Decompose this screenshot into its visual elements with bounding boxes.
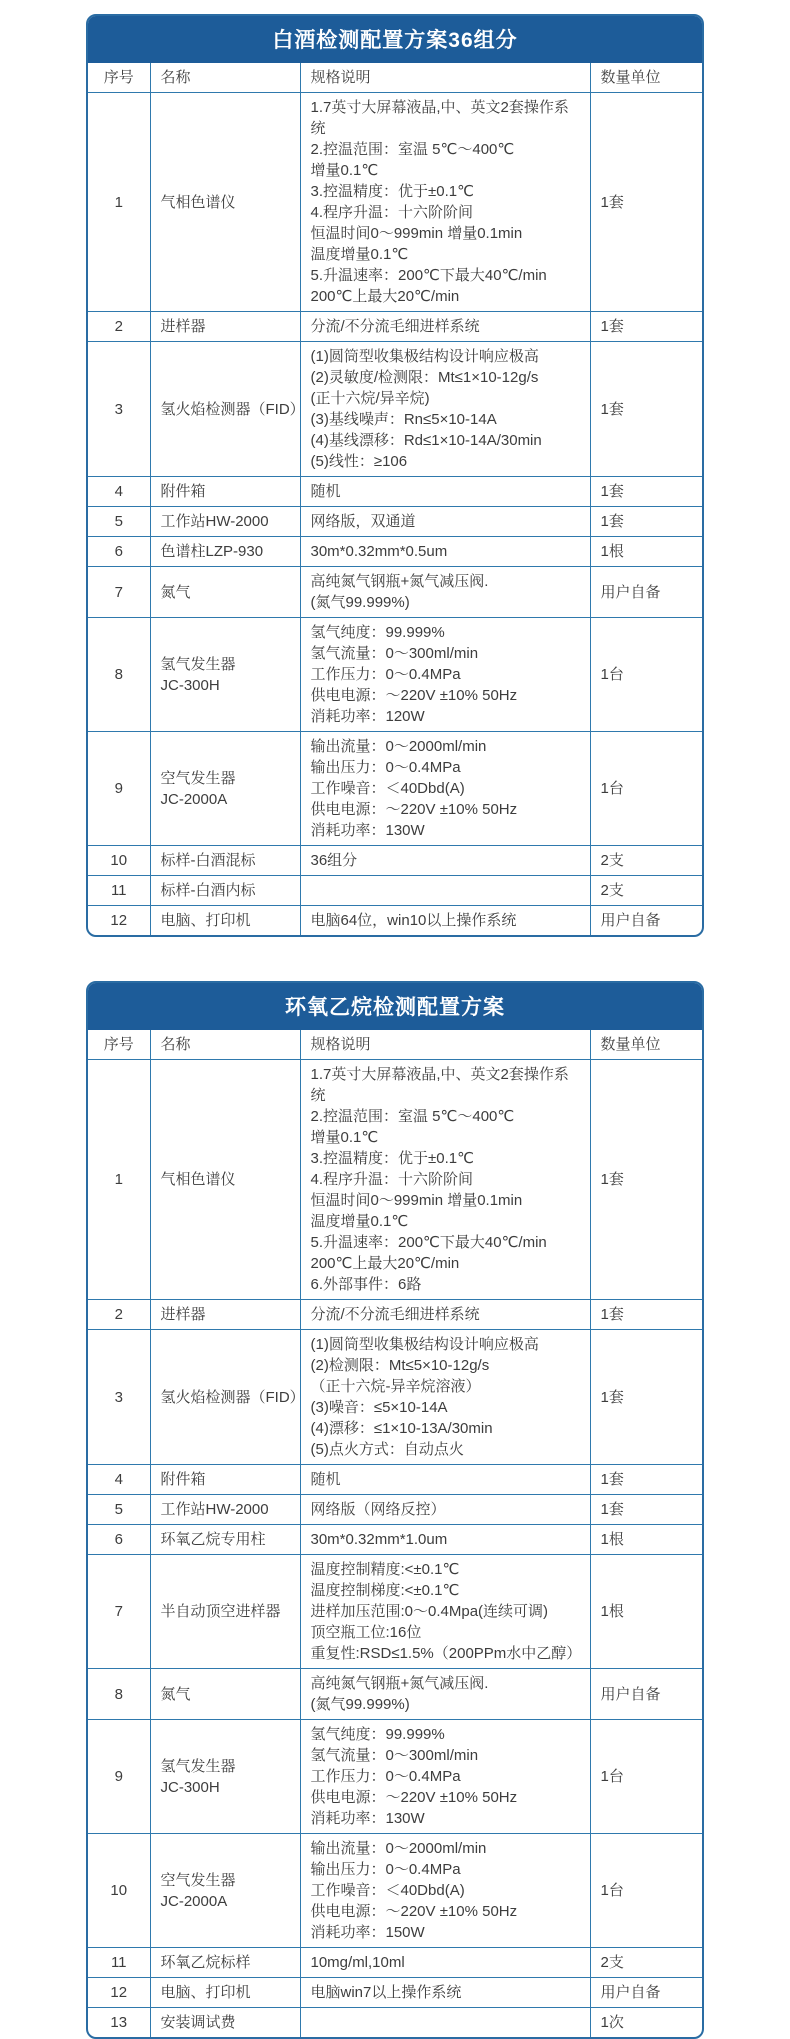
item-name-cell: [150, 1060, 300, 1300]
cell-text: 半自动顶空进样器: [160, 1603, 281, 1620]
spec-line: 氢气纯度：99.999%: [310, 1726, 445, 1743]
cell-text: 2支: [600, 882, 624, 899]
cell-text: 1根: [600, 543, 624, 560]
spec-description-cell: [300, 1525, 590, 1555]
cell-text: 环氧乙烷专用柱: [160, 1531, 266, 1548]
spec-description-cell: [300, 93, 590, 312]
spec-description-cell: [300, 1669, 590, 1720]
spec-line: (1)圆筒型收集极结构设计响应极高: [310, 1336, 539, 1353]
cell-text: 1套: [600, 1306, 624, 1323]
row-number-cell: [88, 906, 150, 936]
spec-line: 供电电源：～220V ±10% 50Hz: [310, 687, 518, 704]
spec-line: 网络版，双通道: [310, 513, 416, 530]
table-row: [88, 732, 702, 846]
spec-line: 3.控温精度：优于±0.1℃: [310, 1150, 474, 1167]
row-number-cell: [88, 876, 150, 906]
spec-line: 6.外部事件：6路: [310, 1276, 422, 1293]
cell-text: 电脑、打印机: [160, 1984, 251, 2001]
cell-text: 用户自备: [600, 1984, 661, 2001]
spec-line: 温度控制精度:<±0.1℃: [310, 1561, 460, 1578]
spec-line: 随机: [310, 1471, 341, 1488]
cell-text: 2支: [600, 852, 624, 869]
row-number-cell: [88, 1669, 150, 1720]
spec-description-cell: [300, 567, 590, 618]
item-name-cell: [150, 1465, 300, 1495]
column-header-2: 名称: [150, 63, 300, 93]
cell-text: 13: [110, 2014, 128, 2031]
table-row: [88, 537, 702, 567]
row-number-cell: [88, 1060, 150, 1300]
cell-text: 1套: [600, 1501, 624, 1518]
table-row: [88, 93, 702, 312]
table-row: [88, 1330, 702, 1465]
quantity-cell: [590, 1060, 702, 1300]
quantity-cell: [590, 618, 702, 732]
spec-description-cell: [300, 1948, 590, 1978]
spec-line: 36组分: [310, 852, 358, 869]
spec-description-cell: [300, 312, 590, 342]
item-name-cell: [150, 618, 300, 732]
spec-line: 4.程序升温：十六阶阶间: [310, 1171, 474, 1188]
spec-line: 消耗功率：120W: [310, 708, 425, 725]
spec-description-cell: [300, 477, 590, 507]
row-number-cell: [88, 537, 150, 567]
item-name-cell: [150, 1495, 300, 1525]
item-name-cell: [150, 1948, 300, 1978]
table-row: [88, 342, 702, 477]
cell-text: 6: [114, 1531, 123, 1548]
spec-description-cell: [300, 1555, 590, 1669]
row-number-cell: [88, 1465, 150, 1495]
spec-description-cell: [300, 1060, 590, 1300]
column-header-row: [88, 63, 702, 93]
table-row: [88, 2008, 702, 2038]
spec-description-cell: [300, 618, 590, 732]
column-header-4: 数量单位: [590, 1030, 702, 1060]
cell-text: 3: [114, 1388, 123, 1406]
quantity-cell: [590, 1495, 702, 1525]
cell-text: 2: [114, 318, 123, 335]
cell-text: 4: [114, 1471, 123, 1488]
cell-text: JC-2000A: [160, 1892, 228, 1910]
row-number-cell: [88, 2008, 150, 2038]
spec-line: 温度增量0.1℃: [310, 246, 409, 263]
cell-text: 1套: [600, 1171, 624, 1188]
cell-text: 9: [114, 1768, 123, 1785]
cell-text: JC-300H: [160, 1778, 220, 1796]
quantity-cell: [590, 2008, 702, 2038]
item-name-cell: [150, 1330, 305, 1465]
table-row: [88, 618, 702, 732]
table-row: [88, 1948, 702, 1978]
cell-text: 空气发生器: [160, 1871, 236, 1889]
quantity-cell: [590, 1834, 702, 1948]
spec-line: 增量0.1℃: [310, 162, 379, 179]
item-name-cell: [150, 1525, 300, 1555]
cell-text: 1套: [600, 1471, 624, 1488]
cell-text: 8: [114, 666, 123, 683]
cell-text: 11: [110, 882, 127, 899]
row-number-cell: [88, 1834, 150, 1948]
row-number-cell: [88, 93, 150, 312]
item-name-cell: [150, 1720, 300, 1834]
table-row: [88, 1495, 702, 1525]
spec-line: （正十六烷-异辛烷溶液）: [310, 1378, 481, 1395]
spec-table: [88, 63, 702, 935]
table-row: [88, 1300, 702, 1330]
cell-text: 安装调试费: [160, 2014, 236, 2031]
cell-text: 6: [114, 543, 123, 560]
spec-line: 输出压力：0～0.4MPa: [310, 1861, 461, 1878]
spec-line: 恒温时间0～999min 增量0.1min: [310, 225, 523, 242]
table-row: [88, 477, 702, 507]
config-table-baijiu: [86, 14, 704, 937]
spec-line: 进样加压范围:0～0.4Mpa(连续可调): [310, 1603, 549, 1620]
spec-table: [88, 1030, 702, 2037]
cell-text: 氢火焰检测器（FID）: [160, 1388, 305, 1406]
cell-text: 气相色谱仪: [160, 1171, 236, 1188]
spec-line: 200℃上最大20℃/min: [310, 288, 460, 305]
cell-text: 10: [110, 1882, 128, 1899]
row-number-cell: [88, 1330, 150, 1465]
cell-text: 进样器: [160, 318, 206, 335]
table-row: [88, 1720, 702, 1834]
item-name-cell: [150, 537, 300, 567]
spec-description-cell: [300, 1330, 590, 1465]
spec-description-cell: [300, 1978, 590, 2008]
cell-text: 10: [110, 852, 128, 869]
cell-text: 7: [114, 583, 123, 601]
row-number-cell: [88, 477, 150, 507]
row-number-cell: [88, 1948, 150, 1978]
spec-line: 温度控制梯度:<±0.1℃: [310, 1582, 460, 1599]
row-number-cell: [88, 567, 150, 618]
table-row: [88, 1060, 702, 1300]
spec-description-cell: [300, 2008, 590, 2038]
cell-text: 1套: [600, 400, 624, 418]
spec-line: 供电电源：～220V ±10% 50Hz: [310, 801, 518, 818]
spec-line: (3)噪音：≤5×10-14A: [310, 1399, 448, 1416]
spec-line: 高纯氮气钢瓶+氮气减压阀.: [310, 573, 489, 590]
spec-line: 电脑64位，win10以上操作系统: [310, 912, 517, 929]
spec-line: 10mg/ml,10ml: [310, 1954, 405, 1971]
spec-line: 3.控温精度：优于±0.1℃: [310, 183, 474, 200]
quantity-cell: [590, 732, 702, 846]
cell-text: 1套: [600, 318, 624, 335]
cell-text: 1台: [600, 1768, 624, 1785]
spec-line: 30m*0.32mm*0.5um: [310, 543, 448, 560]
table-row: [88, 1525, 702, 1555]
cell-text: 2支: [600, 1954, 624, 1971]
quantity-cell: [590, 1330, 702, 1465]
spec-line: 1.7英寸大屏幕液晶,中、英文2套操作系统: [310, 1066, 569, 1104]
quantity-cell: [590, 1555, 702, 1669]
spec-line: (5)线性：≥106: [310, 453, 408, 470]
spec-line: 工作噪音：＜40Dbd(A): [310, 1882, 465, 1899]
cell-text: 用户自备: [600, 583, 661, 601]
quantity-cell: [590, 342, 702, 477]
row-number-cell: [88, 507, 150, 537]
cell-text: 1台: [600, 780, 624, 797]
spec-description-cell: [300, 1834, 590, 1948]
item-name-cell: [150, 312, 300, 342]
spec-description-cell: [300, 1300, 590, 1330]
cell-text: 工作站HW-2000: [160, 513, 269, 530]
cell-text: JC-300H: [160, 676, 220, 694]
column-header-1: 序号: [88, 63, 150, 93]
cell-text: 1次: [600, 2014, 624, 2031]
row-number-cell: [88, 1495, 150, 1525]
item-name-cell: [150, 477, 300, 507]
item-name-cell: [150, 876, 300, 906]
cell-text: 2: [114, 1306, 123, 1323]
spec-line: 电脑win7以上操作系统: [310, 1984, 462, 2001]
table-row: [88, 906, 702, 936]
quantity-cell: [590, 1465, 702, 1495]
quantity-cell: [590, 537, 702, 567]
cell-text: 标样-白酒混标: [160, 852, 256, 869]
row-number-cell: [88, 1978, 150, 2008]
spec-line: 重复性:RSD≤1.5%（200PPm水中乙醇）: [310, 1645, 582, 1662]
spec-line: 温度增量0.1℃: [310, 1213, 409, 1230]
spec-line: (正十六烷/异辛烷): [310, 390, 430, 407]
spec-line: 工作压力：0～0.4MPa: [310, 666, 461, 683]
table-title: 白酒检测配置方案36组分: [88, 16, 702, 63]
item-name-cell: [150, 1978, 300, 2008]
cell-text: 8: [114, 1685, 123, 1703]
item-name-cell: [150, 342, 305, 477]
spec-line: 氢气流量：0～300ml/min: [310, 645, 479, 662]
cell-text: 氢火焰检测器（FID）: [160, 400, 305, 418]
spec-description-cell: [300, 906, 590, 936]
page: [0, 14, 790, 2039]
item-name-cell: [150, 2008, 300, 2038]
quantity-cell: [590, 1978, 702, 2008]
quantity-cell: [590, 507, 702, 537]
row-number-cell: [88, 1300, 150, 1330]
spec-line: 工作压力：0～0.4MPa: [310, 1768, 461, 1785]
spec-line: (1)圆筒型收集极结构设计响应极高: [310, 348, 539, 365]
spec-description-cell: [300, 1465, 590, 1495]
column-header-1: 序号: [88, 1030, 150, 1060]
row-number-cell: [88, 1525, 150, 1555]
cell-text: 12: [110, 912, 128, 929]
cell-text: 色谱柱LZP-930: [160, 543, 264, 560]
spec-line: 2.控温范围：室温 5℃～400℃: [310, 1108, 515, 1125]
quantity-cell: [590, 876, 702, 906]
item-name-cell: [150, 1669, 300, 1720]
quantity-cell: [590, 93, 702, 312]
cell-text: 5: [114, 513, 123, 530]
cell-text: 用户自备: [600, 1685, 661, 1703]
cell-text: 9: [114, 780, 123, 797]
row-number-cell: [88, 846, 150, 876]
item-name-cell: [150, 846, 300, 876]
config-table-ethylene-oxide: [86, 981, 704, 2039]
spec-line: 输出流量：0～2000ml/min: [310, 738, 487, 755]
spec-line: 输出流量：0～2000ml/min: [310, 1840, 487, 1857]
spec-description-cell: [300, 1495, 590, 1525]
spec-line: 氢气流量：0～300ml/min: [310, 1747, 479, 1764]
spec-line: 消耗功率：130W: [310, 822, 425, 839]
spec-line: 供电电源：～220V ±10% 50Hz: [310, 1789, 518, 1806]
cell-text: 气相色谱仪: [160, 193, 236, 211]
table-row: [88, 507, 702, 537]
spec-line: 5.升温速率：200℃下最大40℃/min: [310, 267, 547, 284]
quantity-cell: [590, 567, 702, 618]
column-header-row: [88, 1030, 702, 1060]
row-number-cell: [88, 618, 150, 732]
spec-line: 随机: [310, 483, 341, 500]
cell-text: 5: [114, 1501, 123, 1518]
spec-line: 顶空瓶工位:16位: [310, 1624, 422, 1641]
spec-line: 4.程序升温：十六阶阶间: [310, 204, 474, 221]
quantity-cell: [590, 1525, 702, 1555]
cell-text: 电脑、打印机: [160, 912, 251, 929]
item-name-cell: [150, 1834, 300, 1948]
cell-text: 4: [114, 483, 123, 500]
spec-line: 5.升温速率：200℃下最大40℃/min: [310, 1234, 547, 1251]
cell-text: 12: [110, 1984, 128, 2001]
column-header-2: 名称: [150, 1030, 300, 1060]
spec-description-cell: [300, 507, 590, 537]
spec-line: 增量0.1℃: [310, 1129, 379, 1146]
spec-line: 网络版（网络反控）: [310, 1501, 446, 1518]
spec-line: (氮气99.999%): [310, 594, 410, 611]
cell-text: 11: [110, 1954, 127, 1971]
item-name-cell: [150, 1300, 300, 1330]
spec-line: 供电电源：～220V ±10% 50Hz: [310, 1903, 518, 1920]
cell-text: JC-2000A: [160, 790, 228, 808]
spec-line: 消耗功率：150W: [310, 1924, 425, 1941]
column-header-3: 规格说明: [300, 1030, 590, 1060]
quantity-cell: [590, 477, 702, 507]
cell-text: 氮气: [160, 1685, 191, 1703]
cell-text: 氮气: [160, 583, 191, 601]
item-name-cell: [150, 1555, 300, 1669]
spec-description-cell: [300, 342, 590, 477]
spec-line: (2)检测限：Mt≤5×10-12g/s: [310, 1357, 490, 1374]
cell-text: 1: [114, 1171, 123, 1188]
table-row: [88, 1978, 702, 2008]
cell-text: 附件箱: [160, 1471, 206, 1488]
spec-line: 1.7英寸大屏幕液晶,中、英文2套操作系统: [310, 99, 569, 137]
cell-text: 1套: [600, 513, 624, 530]
cell-text: 进样器: [160, 1306, 206, 1323]
table-title: 环氧乙烷检测配置方案: [88, 983, 702, 1030]
cell-text: 附件箱: [160, 483, 206, 500]
item-name-cell: [150, 567, 300, 618]
spec-line: (3)基线噪声：Rn≤5×10-14A: [310, 411, 497, 428]
table-row: [88, 312, 702, 342]
cell-text: 氢气发生器: [160, 655, 236, 673]
quantity-cell: [590, 312, 702, 342]
cell-text: 1套: [600, 483, 624, 500]
spec-description-cell: [300, 1720, 590, 1834]
row-number-cell: [88, 732, 150, 846]
cell-text: 3: [114, 400, 123, 418]
quantity-cell: [590, 906, 702, 936]
cell-text: 1台: [600, 1882, 624, 1899]
row-number-cell: [88, 1720, 150, 1834]
row-number-cell: [88, 1555, 150, 1669]
cell-text: 1台: [600, 666, 624, 683]
table-row: [88, 846, 702, 876]
item-name-cell: [150, 507, 300, 537]
table-row: [88, 1669, 702, 1720]
cell-text: 1根: [600, 1531, 624, 1548]
item-name-cell: [150, 906, 300, 936]
spec-description-cell: [300, 876, 590, 906]
spec-line: 30m*0.32mm*1.0um: [310, 1531, 448, 1548]
item-name-cell: [150, 93, 300, 312]
quantity-cell: [590, 846, 702, 876]
spec-line: 高纯氮气钢瓶+氮气减压阀.: [310, 1675, 489, 1692]
cell-text: 7: [114, 1603, 123, 1620]
table-row: [88, 567, 702, 618]
spec-line: 2.控温范围：室温 5℃～400℃: [310, 141, 515, 158]
item-name-cell: [150, 732, 300, 846]
quantity-cell: [590, 1948, 702, 1978]
quantity-cell: [590, 1720, 702, 1834]
cell-text: 1: [114, 193, 123, 211]
row-number-cell: [88, 312, 150, 342]
cell-text: 环氧乙烷标样: [160, 1954, 251, 1971]
table-row: [88, 1465, 702, 1495]
table-row: [88, 1834, 702, 1948]
row-number-cell: [88, 342, 150, 477]
spec-line: 工作噪音：＜40Dbd(A): [310, 780, 465, 797]
spec-line: 分流/不分流毛细进样系统: [310, 1306, 480, 1323]
column-header-3: 规格说明: [300, 63, 590, 93]
table-row: [88, 1555, 702, 1669]
quantity-cell: [590, 1669, 702, 1720]
cell-text: 氢气发生器: [160, 1757, 236, 1775]
cell-text: 工作站HW-2000: [160, 1501, 269, 1518]
spec-line: (氮气99.999%): [310, 1696, 410, 1713]
spec-line: 分流/不分流毛细进样系统: [310, 318, 480, 335]
spec-description-cell: [300, 537, 590, 567]
cell-text: 空气发生器: [160, 769, 236, 787]
spec-line: 200℃上最大20℃/min: [310, 1255, 460, 1272]
spec-description-cell: [300, 846, 590, 876]
spec-line: (4)基线漂移：Rd≤1×10-14A/30min: [310, 432, 542, 449]
quantity-cell: [590, 1300, 702, 1330]
spec-line: 恒温时间0～999min 增量0.1min: [310, 1192, 523, 1209]
column-header-4: 数量单位: [590, 63, 702, 93]
cell-text: 1根: [600, 1603, 624, 1620]
spec-line: (5)点火方式：自动点火: [310, 1441, 464, 1458]
spec-description-cell: [300, 732, 590, 846]
table-row: [88, 876, 702, 906]
cell-text: 1套: [600, 193, 624, 211]
spec-line: 输出压力：0～0.4MPa: [310, 759, 461, 776]
spec-line: (4)漂移：≤1×10-13A/30min: [310, 1420, 493, 1437]
cell-text: 1套: [600, 1388, 624, 1406]
spec-line: (2)灵敏度/检测限：Mt≤1×10-12g/s: [310, 369, 539, 386]
cell-text: 用户自备: [600, 912, 661, 929]
cell-text: 标样-白酒内标: [160, 882, 256, 899]
spec-line: 消耗功率：130W: [310, 1810, 425, 1827]
spec-line: 氢气纯度：99.999%: [310, 624, 445, 641]
